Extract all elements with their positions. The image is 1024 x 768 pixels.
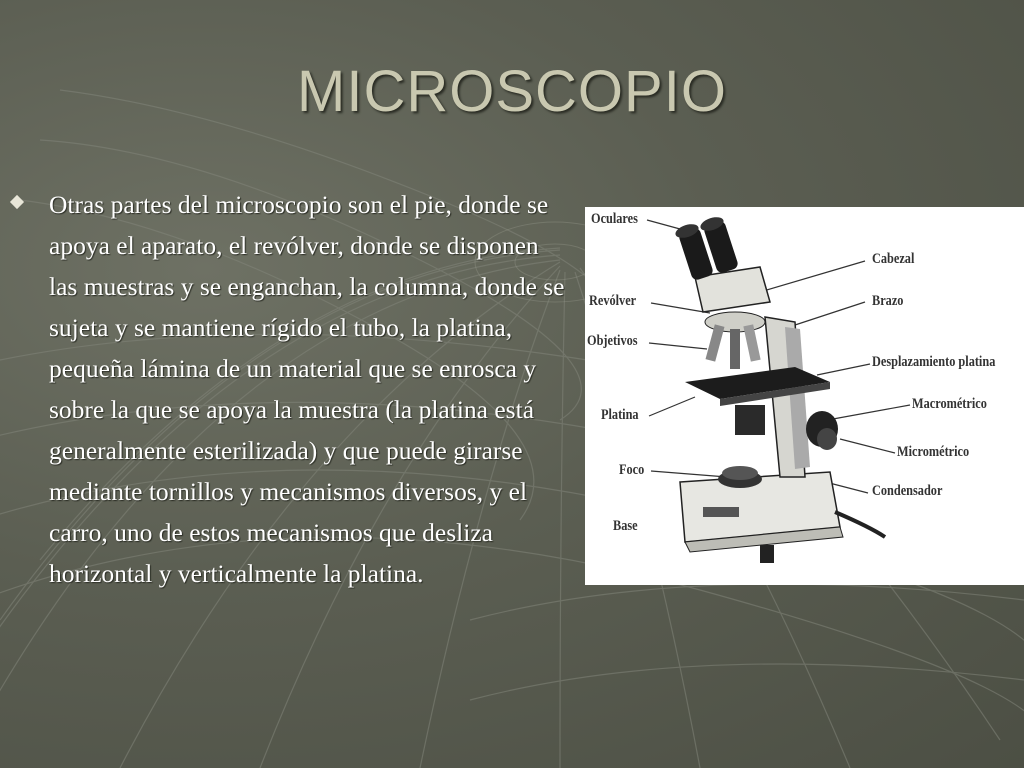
label-micrometrico: Micrométrico — [897, 444, 970, 460]
label-oculares: Oculares — [591, 211, 638, 227]
label-revolver: Revólver — [589, 293, 637, 309]
label-platina: Platina — [601, 407, 639, 423]
diamond-bullet-icon — [10, 195, 24, 209]
label-condensador: Condensador — [872, 483, 943, 499]
slide-title: MICROSCOPIO — [297, 59, 727, 124]
label-objetivos: Objetivos — [587, 333, 638, 349]
label-desplazamiento-platina: Desplazamiento platina — [872, 354, 996, 370]
label-brazo: Brazo — [872, 293, 904, 309]
label-foco: Foco — [619, 462, 645, 478]
label-base: Base — [613, 518, 638, 534]
microscope-diagram — [585, 207, 1024, 585]
label-cabezal: Cabezal — [872, 251, 915, 267]
bullet-list — [12, 184, 572, 594]
label-macrometrico: Macrométrico — [912, 396, 987, 412]
bullet-text: Otras partes del microscopio son el pie, donde se apoya el aparato, el revólver, donde se disponen las muestras y se enganchan, la columna, donde se sujeta y se mantiene rígido el tubo, la platina, pequeña lámina de un material que se enrosca y sobre la que se apoya la muestra (la platina está generalmente esterilizada) y que puede girarse mediante tornillos y mecanismos diversos, y el carro, uno de estos mecanismos que desliza horizontal y verticalmente la platina. — [49, 190, 565, 588]
